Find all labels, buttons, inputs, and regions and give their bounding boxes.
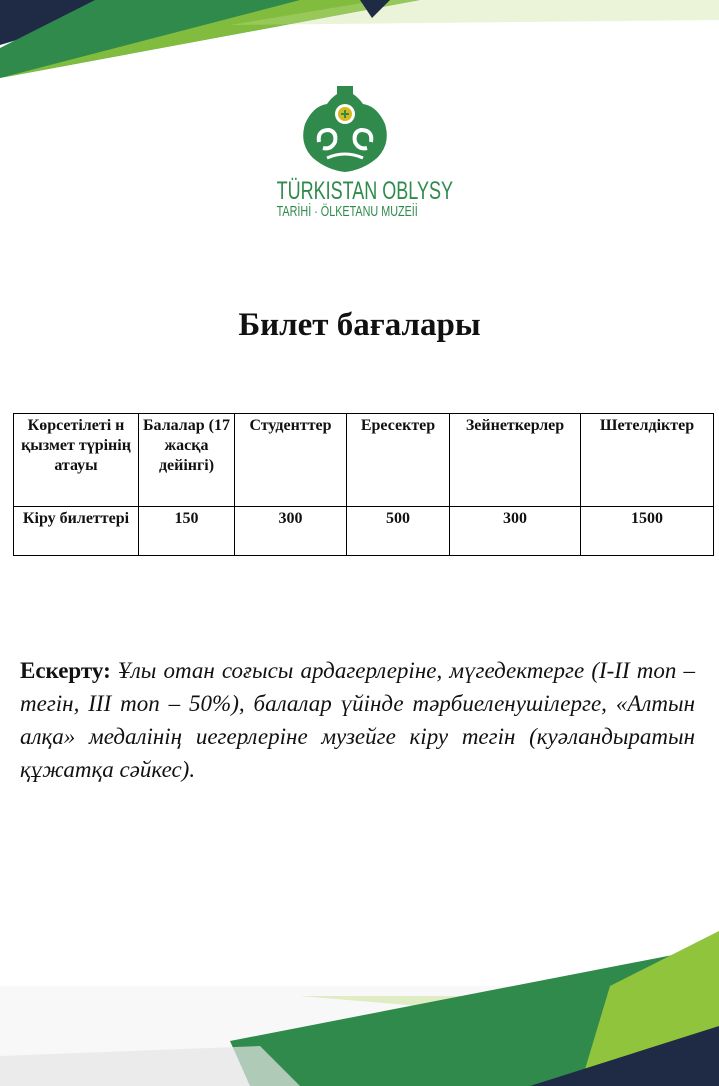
table-header-cell: Студенттер bbox=[235, 414, 347, 507]
table-header-cell: Көрсетілеті н қызмет түрінің атауы bbox=[14, 414, 139, 507]
logo-title: TÜRKISTAN OBLYSY bbox=[276, 177, 453, 205]
table-header-cell: Шетелдіктер bbox=[581, 414, 714, 507]
logo-subtitle: TARİHİ · ÖLKETANU MUZEİİ bbox=[276, 203, 418, 220]
table-header-cell: Зейнеткерлер bbox=[450, 414, 581, 507]
note-label: Ескерту: bbox=[20, 658, 111, 683]
ticket-price-table bbox=[13, 413, 714, 556]
page-title: Билет бағалары bbox=[238, 307, 481, 343]
table-cell: 300 bbox=[450, 507, 581, 556]
table-row bbox=[14, 507, 714, 556]
table-cell: 150 bbox=[139, 507, 235, 556]
table-header-cell: Балалар (17 жасқа дейінгі) bbox=[139, 414, 235, 507]
table-cell: 500 bbox=[347, 507, 450, 556]
table-header-cell: Ересектер bbox=[347, 414, 450, 507]
table-header-row bbox=[14, 414, 714, 507]
table-cell: Кіру билеттері bbox=[14, 507, 139, 556]
note-text: Ұлы отан соғысы ардагерлеріне, мүгедектерге (I-II топ – тегін, III топ – 50%), балалар үйінде тәрбиеленушілерге, «Алтын алқа» медалінің иегерлеріне музейге кіру тегін (куәландыратын құжатқа сәйкес). bbox=[20, 658, 695, 782]
table-cell: 300 bbox=[235, 507, 347, 556]
note-paragraph bbox=[20, 654, 695, 786]
bottom-decoration bbox=[0, 926, 719, 1086]
top-decoration bbox=[0, 0, 719, 90]
museum-logo bbox=[250, 84, 453, 234]
table-cell: 1500 bbox=[581, 507, 714, 556]
museum-vase-emblem-icon bbox=[297, 84, 393, 174]
